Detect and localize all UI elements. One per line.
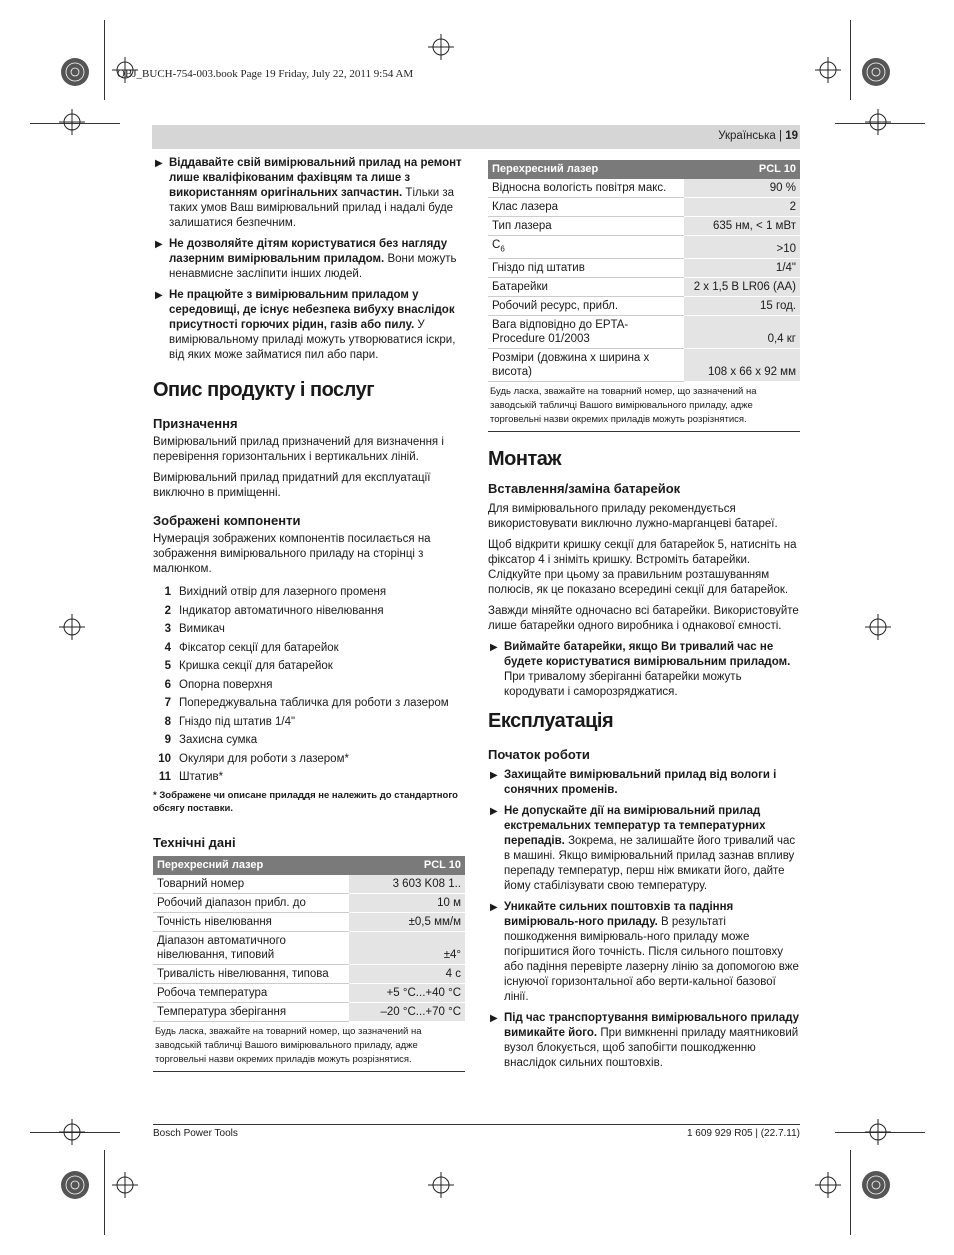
bullet-text: Тільки за таких умов Ваш вимірювальний прилад і надалі буде залишатися безпечним. (169, 187, 455, 229)
component-number: 7 (164, 697, 171, 709)
spec-value: 4 с (349, 964, 465, 983)
spec-label: Відносна вологість повітря макс. (488, 179, 684, 198)
bullet-bold-text: Уникайте сильних поштовхів та падіння вимірюваль-ного приладу. (504, 901, 734, 929)
operation-title: Експлуатація (488, 710, 614, 733)
spec-label: Робоча температура (153, 983, 349, 1002)
bullet-bold-text: Під час транспортування вимірювального приладу вимикайте його. (504, 1012, 800, 1040)
print-slug: OBJ_BUCH-754-003.book Page 19 Friday, July 22, 2011 9:54 AM (117, 68, 414, 80)
spec-value: 2 (684, 198, 800, 217)
battery-warning-text: При тривалому зберіганні батарейки можуть кородувати і саморозряджатися. (504, 671, 742, 699)
component-label: Штатив* (179, 771, 224, 783)
component-label: Індикатор автоматичного нівелювання (179, 604, 384, 617)
table-note: Будь ласка, зважайте на товарний номер, що зазначений на заводській табличці Вашого вимірювального приладу, адже торговельні назви окремих приладів можуть розрізнятися. (488, 382, 800, 432)
start-title: Початок роботи (488, 747, 590, 763)
table-row (153, 964, 465, 983)
spec-value: 0,4 кг (684, 316, 800, 349)
component-item (153, 657, 465, 676)
components-list (153, 583, 465, 787)
component-label: Попереджувальна табличка для роботи з лазером (179, 697, 449, 709)
battery-text-1: Для вимірювального приладу рекомендується використовувати виключно лужно-марганцеві батареї. (488, 503, 778, 531)
component-number: 10 (158, 752, 171, 765)
bullet-arrow-icon: ▶ (490, 806, 498, 818)
component-number: 4 (164, 641, 171, 654)
table-row (488, 349, 800, 382)
component-item (153, 768, 465, 787)
components-title: Зображені компоненти (153, 513, 301, 528)
bullet-item (488, 768, 800, 798)
component-number: 3 (164, 623, 171, 635)
spec-label: $C_6$ (488, 236, 684, 259)
bullet-arrow-icon: ▶ (490, 902, 498, 914)
table-note: Будь ласка, зважайте на товарний номер, що зазначений на заводській табличці Вашого вимірювального приладу, адже торговельні назви окремих приладів можуть розрізнятися. (153, 1022, 465, 1072)
spec-label: Тривалість нівелювання, типова (153, 964, 349, 983)
table-row (153, 912, 465, 931)
battery-warning (488, 640, 800, 700)
table-row (153, 893, 465, 912)
spec-label: Діапазон автоматичного нівелювання, типовий (153, 931, 349, 964)
spec-label: Тип лазера (488, 217, 684, 236)
bullet-item (153, 288, 465, 363)
purpose-text-2: Вимірювальний прилад придатний для експлуатації виключно в приміщенні. (153, 472, 431, 499)
component-number: 11 (158, 771, 171, 783)
component-item (153, 694, 465, 713)
safety-bullets (153, 156, 465, 363)
bullet-bold-text: Не дозволяйте дітям користуватися без нагляду лазерним вимірювальним приладом. (169, 238, 448, 265)
component-label: Кришка секції для батарейок (179, 660, 333, 672)
table-row (153, 1002, 465, 1021)
spec-label: Точність нівелювання (153, 912, 349, 931)
component-label: Вимикач (179, 623, 225, 635)
spec-value: 15 год. (684, 297, 800, 316)
bullet-item (153, 156, 465, 231)
component-number: 9 (164, 734, 171, 746)
components-intro: Нумерація зображених компонентів посилається на зображення вимірювального приладу на сторінці з малюнком. (153, 533, 431, 575)
header-language: Українська (718, 130, 776, 142)
footer-rule (153, 1124, 800, 1125)
component-number: 6 (164, 678, 171, 691)
battery-text-3: Завжди міняйте одночасно всі батарейки. Використовуйте лише батарейки одного виробника і однакової ємності. (488, 605, 799, 633)
component-number: 5 (164, 660, 171, 672)
spec-label: Розміри (довжина x ширина x висота) (488, 349, 684, 382)
spec-value: 3 603 K08 1.. (349, 875, 465, 894)
bullet-arrow-icon: ▶ (490, 770, 498, 782)
tech-table (153, 856, 465, 1022)
spec-value: 635 нм, < 1 мВт (684, 217, 800, 236)
header-separator: | (779, 130, 782, 142)
spec-value: >10 (684, 236, 800, 259)
table-row (488, 198, 800, 217)
spec-value: –20 °C...+70 °C (349, 1002, 465, 1021)
tech-title: Технічні дані (153, 834, 236, 850)
table-head-value: PCL 10 (684, 160, 800, 179)
components-footnote: * Зображене чи описане приладдя не належить до стандартного обсягу поставки. (153, 789, 458, 814)
bullet-text: В результаті пошкодження вимірюваль-ного приладу може погіршитися його точність. Після сильного поштовху або падіння перевірте лазерну лінію за допомогою вже існуючої горизонтальної або верти-кальної базової лінії. (504, 916, 799, 1004)
table-row (488, 179, 800, 198)
component-number: 8 (164, 715, 171, 728)
spec-label: Робочий ресурс, прибл. (488, 297, 684, 316)
bullet-item (488, 900, 800, 1005)
spec-value: +5 °C...+40 °C (349, 983, 465, 1002)
table-row (488, 217, 800, 236)
bullet-bold-text: Не допускайте дії на вимірювальний прилад екстремальних температур та температурних перепадів. (504, 805, 766, 848)
battery-text-2: Щоб відкрити кришку секції для батарейок 5, натисніть на фіксатор 4 і зніміть кришку. Встроміть батарейки. Слідкуйте при цьому за правильним розташуванням полюсів, як це показано всередині секції для батарейок. (488, 539, 797, 597)
spec-value: 1/4" (684, 259, 800, 278)
bullet-item (488, 804, 800, 894)
table-row (488, 316, 800, 349)
component-number: 1 (164, 586, 171, 598)
bullet-text: У вимірювальному приладі можуть утворюватися іскри, від яких може займатися пил або пари. (169, 319, 456, 361)
bullet-bold-text: Віддавайте свій вимірювальний прилад на ремонт лише кваліфікованим фахівцям та лише з використанням оригінальних запчастин. (169, 157, 462, 199)
spec-label: Гніздо під штатив (488, 259, 684, 278)
battery-warning-bold: Виймайте батарейки, якщо Ви тривалий час не будете користуватися вимірювальним приладом. (504, 641, 791, 669)
component-number: 2 (164, 604, 171, 617)
component-item (153, 639, 465, 658)
bullet-text: Вони можуть ненавмисне засліпити інших людей. (169, 253, 457, 280)
mount-title: Монтаж (488, 448, 562, 471)
spec-value: 108 x 66 x 92 мм (684, 349, 800, 382)
table-row (488, 259, 800, 278)
table-head-value: PCL 10 (349, 856, 465, 875)
table-head-label: Перехресний лазер (153, 856, 349, 875)
component-item (153, 602, 465, 621)
component-label: Фіксатор секції для батарейок (179, 641, 339, 654)
spec-value: ±4° (349, 931, 465, 964)
bullet-arrow-icon: ▶ (155, 158, 163, 169)
component-item (153, 731, 465, 750)
component-item (153, 676, 465, 695)
running-header (718, 130, 798, 142)
component-label: Гніздо під штатив 1/4" (179, 715, 296, 728)
start-bullets (488, 768, 800, 1071)
bullet-arrow-icon: ▶ (155, 239, 163, 250)
component-item (153, 583, 465, 602)
tech-table-continued (488, 160, 800, 382)
bullet-item (488, 1011, 800, 1071)
purpose-title: Призначення (153, 416, 238, 431)
spec-label: Температура зберігання (153, 1002, 349, 1021)
spec-value: 10 м (349, 893, 465, 912)
bullet-item (153, 237, 465, 282)
bullet-arrow-icon: ▶ (490, 1013, 498, 1025)
battery-title: Вставлення/заміна батарейок (488, 481, 681, 497)
header-bar (152, 125, 800, 149)
right-column (488, 160, 800, 1077)
spec-value: 90 % (684, 179, 800, 198)
footer-code: 1 609 929 R05 | (22.7.11) (686, 1128, 800, 1139)
table-row (153, 875, 465, 894)
component-label: Окуляри для роботи з лазером* (179, 752, 349, 765)
bullet-arrow-icon: ▶ (155, 290, 163, 301)
page-number: 19 (785, 130, 798, 142)
bullet-text: При вимкненні приладу маятниковий вузол блокується, щоб запобігти пошкодженню внаслідок сильних поштовхів. (504, 1027, 799, 1070)
component-label: Опорна поверхня (179, 678, 273, 691)
footer-brand: Bosch Power Tools (153, 1128, 238, 1139)
component-item (153, 713, 465, 732)
purpose-text-1: Вимірювальний прилад призначений для визначення і перевірення горизонтальних і вертикальних ліній. (153, 436, 444, 463)
left-column (153, 156, 465, 1072)
bullet-bold-text: Захищайте вимірювальний прилад від вологи і сонячних променів. (504, 769, 777, 797)
table-row (488, 297, 800, 316)
table-row (153, 983, 465, 1002)
spec-value: ±0,5 мм/м (349, 912, 465, 931)
spec-label: Батарейки (488, 278, 684, 297)
table-row (488, 236, 800, 259)
spec-label: Товарний номер (153, 875, 349, 894)
bullet-bold-text: Не працюйте з вимірювальним приладом у середовищі, де існує небезпека вибуху внаслідок присутності горючих рідин, газів або пилу. (169, 289, 455, 331)
table-row (488, 278, 800, 297)
component-item (153, 620, 465, 639)
spec-label: Робочий діапазон прибл. до (153, 893, 349, 912)
table-head-label: Перехресний лазер (488, 160, 684, 179)
component-item (153, 750, 465, 769)
component-label: Вихідний отвір для лазерного променя (179, 586, 387, 598)
section-title: Опис продукту і послуг (153, 379, 375, 401)
table-row (153, 931, 465, 964)
bullet-arrow-icon: ▶ (490, 642, 498, 654)
spec-label: Клас лазера (488, 198, 684, 217)
component-label: Захисна сумка (179, 734, 258, 746)
spec-label: Вага відповідно до EPTA-Procedure 01/2003 (488, 316, 684, 349)
bullet-text: Зокрема, не залишайте його тривалий час в машині. Якщо вимірювальний прилад зазнав впливу перепаду температур, перш ніж вмикати його, дайте йому стабілізувати свою температуру. (504, 835, 796, 893)
spec-value: 2 x 1,5 В LR06 (AA) (684, 278, 800, 297)
